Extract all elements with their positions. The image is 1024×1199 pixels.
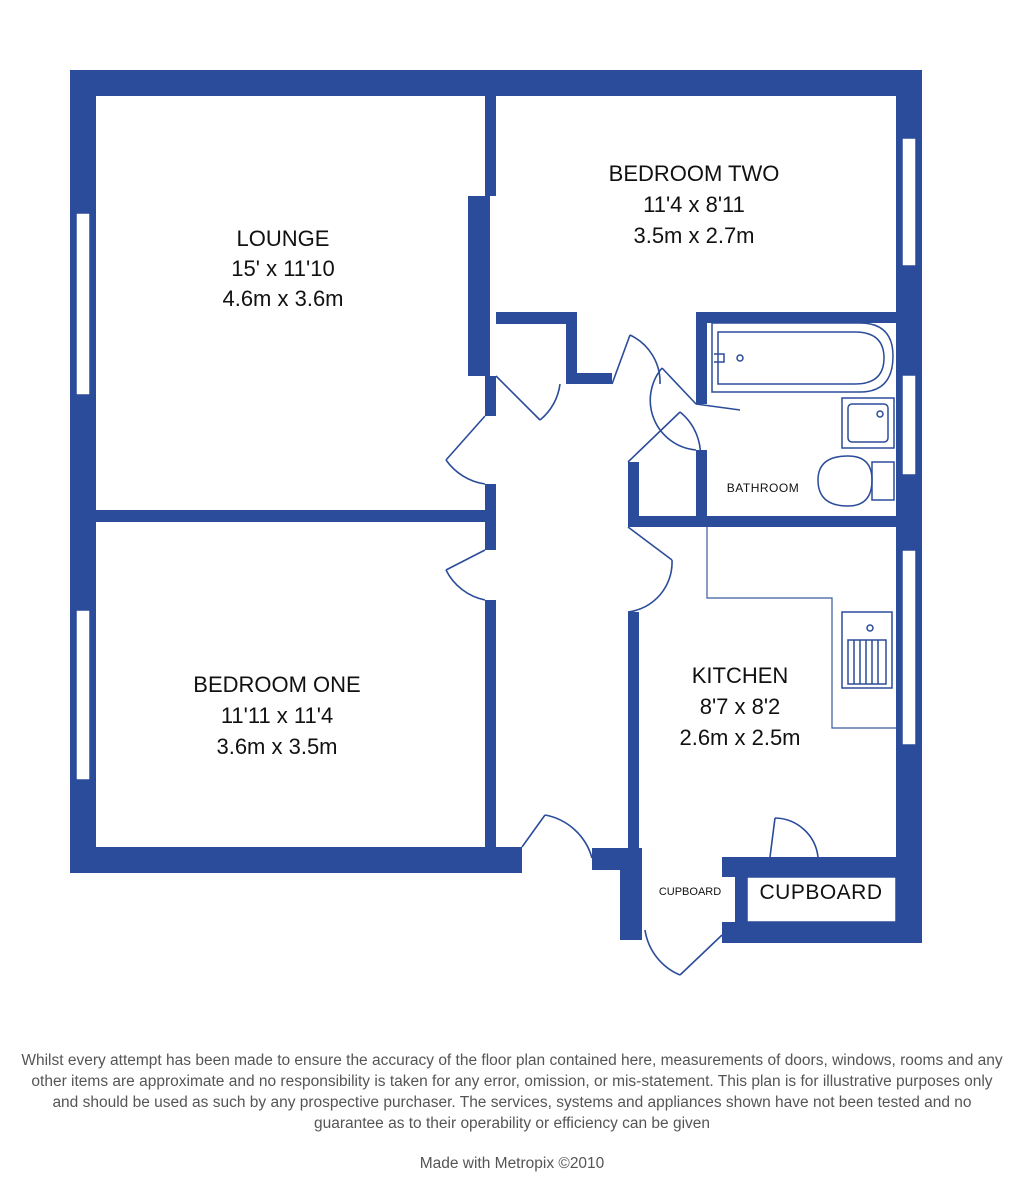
bedroom-one-imperial: 11'11 x 11'4: [220, 703, 334, 728]
basin-tap-icon: [877, 411, 883, 417]
wall-bath-top: [696, 312, 896, 323]
wall-kitchen-left: [628, 612, 639, 848]
wall-bath-left: [696, 312, 707, 404]
wall-lounge-bedtwo-upper: [485, 96, 496, 196]
wall-hall-left-low: [485, 600, 496, 847]
window-kitchen: [902, 550, 916, 745]
door-bedroom-one: [446, 550, 485, 600]
bathroom-fittings: [712, 323, 894, 506]
bathroom-label: BATHROOM: [726, 481, 800, 495]
wall-lounge-bedone: [96, 510, 496, 522]
wall-hall-left-mid: [485, 484, 496, 550]
kitchen-metric: 2.6m x 2.5m: [679, 725, 801, 750]
wall-lounge-hall: [485, 376, 496, 416]
wall-bottom-right: [722, 857, 922, 877]
door-bathroom: [650, 368, 740, 450]
wall-bedtwo-bottom: [496, 312, 576, 324]
lounge-imperial: 15' x 11'10: [231, 256, 335, 281]
wall-entrance-jamb: [592, 848, 642, 870]
wall-hall-right: [628, 462, 639, 526]
kitchen-imperial: 8'7 x 8'2: [699, 694, 781, 719]
small-cupboard-label: CUPBOARD: [658, 886, 722, 898]
bedroom-two-metric: 3.5m x 2.7m: [633, 223, 755, 248]
bedroom-one-name: BEDROOM ONE: [193, 672, 361, 697]
wall-bottom-cupboard: [722, 922, 922, 943]
large-cupboard-label: CUPBOARD: [759, 881, 883, 904]
drainer-ribs: [854, 640, 878, 684]
door-kitchen: [628, 527, 672, 612]
window-bathroom: [902, 375, 916, 475]
sink-icon: [842, 612, 892, 688]
bedroom-two-name: BEDROOM TWO: [608, 161, 780, 186]
door-bedroom-two: [612, 335, 660, 384]
wall-bottom-left: [70, 847, 522, 873]
basin-bowl: [848, 404, 888, 442]
bedroom-two-imperial: 11'4 x 8'11: [643, 192, 745, 217]
door-large-cupboard: [770, 818, 818, 857]
door-hall-cupboard: [628, 412, 700, 462]
door-store: [496, 376, 560, 420]
sink-tap-icon: [867, 625, 873, 631]
door-lounge: [446, 416, 485, 484]
window-bedroom-one: [76, 610, 90, 780]
wall-bath-left-low: [696, 450, 707, 525]
basin-icon: [842, 398, 894, 448]
wall-top: [70, 70, 922, 96]
lounge-name: LOUNGE: [236, 226, 330, 251]
room-labels: [193, 161, 882, 904]
toilet-icon: [818, 456, 872, 506]
bath-spout: [714, 354, 724, 362]
door-entrance: [522, 815, 592, 858]
wall-store-bottom: [566, 373, 612, 384]
window-lounge: [76, 213, 90, 395]
bath-tap-icon: [737, 355, 743, 361]
wall-bath-bottom: [628, 516, 896, 527]
lounge-metric: 4.6m x 3.6m: [222, 286, 344, 311]
wall-lounge-bedtwo-pier: [468, 196, 490, 376]
credit-text: Made with Metropix ©2010: [419, 1155, 605, 1172]
wall-cupboard-mid: [735, 857, 747, 923]
door-small-cupboard: [645, 930, 722, 975]
toilet-cistern: [872, 462, 894, 500]
bedroom-one-metric: 3.6m x 3.5m: [216, 734, 338, 759]
disclaimer-text: Whilst every attempt has been made to ensure the accuracy of the floor plan contained here, measurements of doors, windows, rooms and any other items are approximate and no responsibility is taken for any error, omission, or mis-statement. This plan is for illustrative purposes only and should be used as such by any prospective purchaser. The services, systems and appliances shown have not been tested and no guarantee as to their operability or efficiency can be given: [21, 1052, 1003, 1132]
kitchen-name: KITCHEN: [691, 663, 789, 688]
window-bedroom-two: [902, 138, 916, 266]
